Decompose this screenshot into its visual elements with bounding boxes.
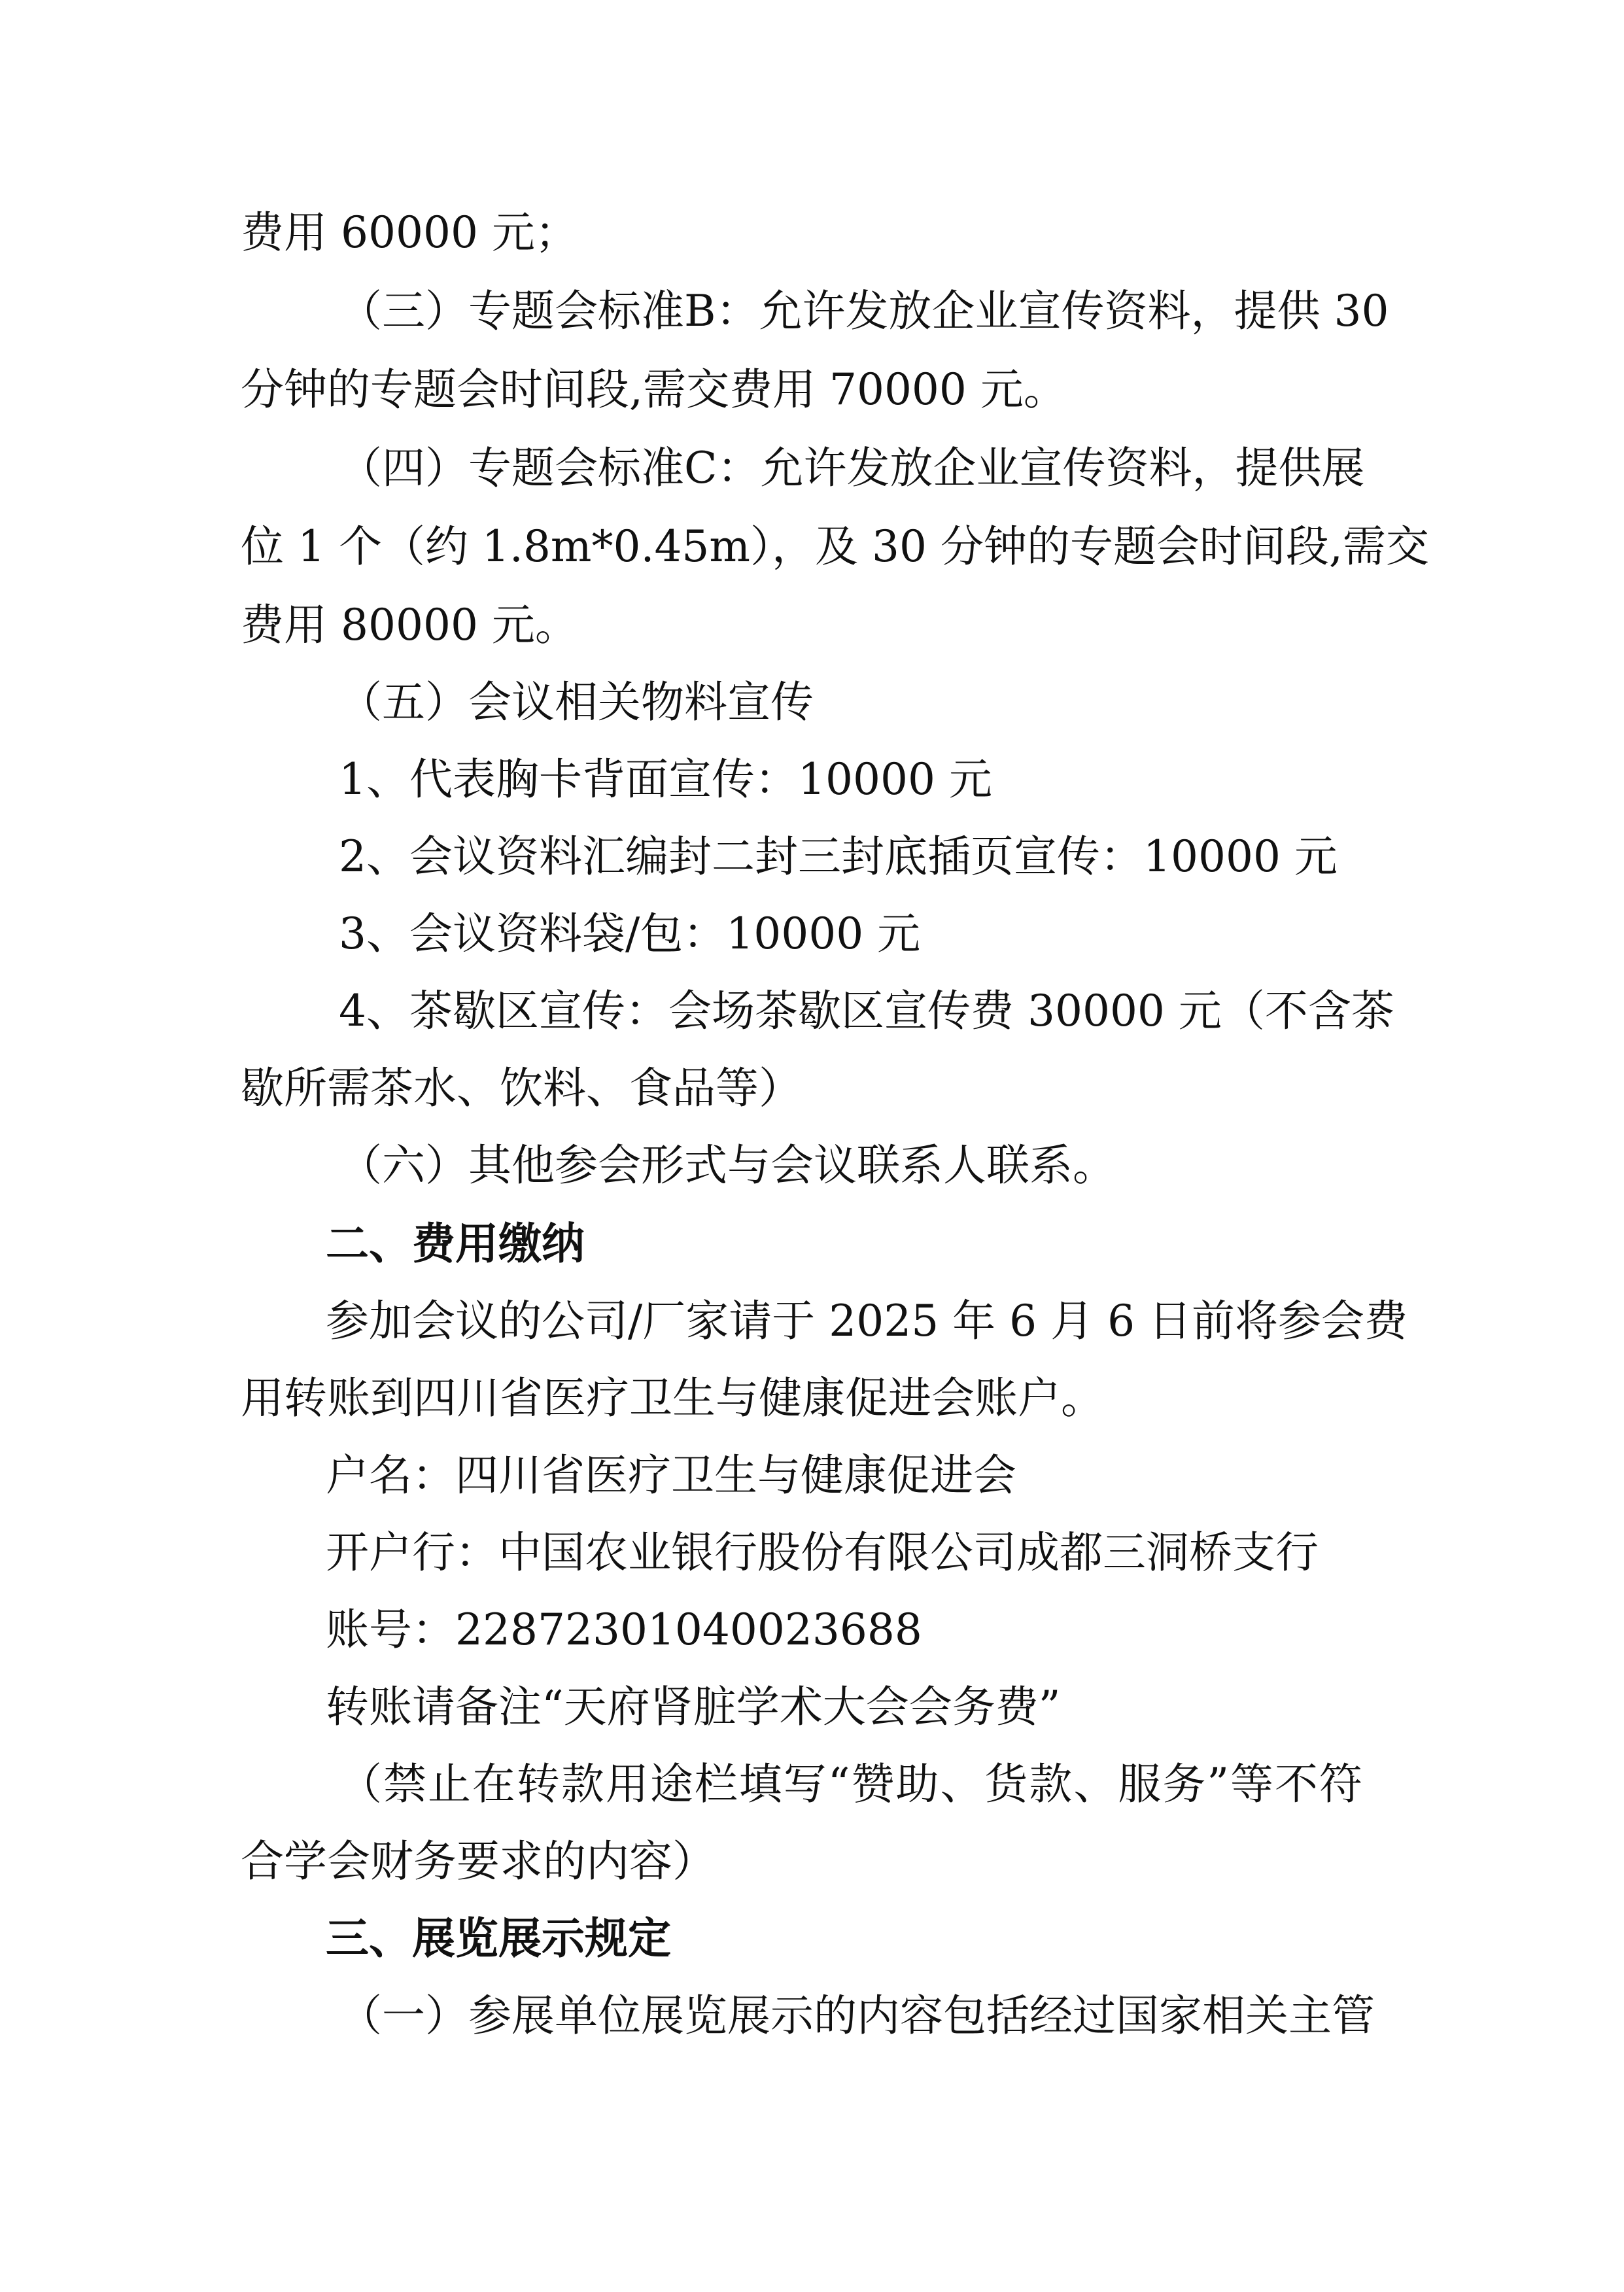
section-heading-exhibition: 三、展览展示规定 — [326, 1913, 671, 1964]
text-line-booklet-promo: 2、会议资料汇编封二封三封底插页宣传：10000 元 — [339, 831, 1338, 882]
text-line-fee-80000: 费用 80000 元。 — [241, 600, 578, 650]
text-line-payment-account: 用转账到四川省医疗卫生与健康促进会账户。 — [241, 1373, 1104, 1423]
text-line-tea-break-excl: 歇所需茶水、饮料、食品等） — [241, 1063, 802, 1113]
text-line-other-forms: （六）其他参会形式与会议联系人联系。 — [339, 1140, 1116, 1190]
text-line-tea-break-promo: 4、茶歇区宣传：会场茶歇区宣传费 30000 元（不含茶 — [339, 986, 1394, 1036]
text-line-booth-size: 位 1 个（约 1.8m*0.45m），及 30 分钟的专题会时间段,需交 — [241, 521, 1429, 572]
text-line-topic-standard-b: （三）专题会标准B：允许发放企业宣传资料，提供 30 — [339, 286, 1389, 336]
text-line-payment-deadline: 参加会议的公司/厂家请于 2025 年 6 月 6 日前将参会费 — [326, 1296, 1408, 1346]
text-line-topic-standard-c: （四）专题会标准C：允许发放企业宣传资料，提供展 — [339, 443, 1365, 493]
text-line-prohibited-note-end: 合学会财务要求的内容） — [241, 1836, 716, 1886]
text-line-account-number: 账号：22872301040023688 — [326, 1605, 922, 1655]
text-line-fee-70000: 分钟的专题会时间段,需交费用 70000 元。 — [241, 364, 1067, 415]
text-line-fee-60000: 费用 60000 元； — [241, 207, 578, 258]
text-line-materials-heading: （五）会议相关物料宣传 — [339, 677, 814, 727]
text-line-badge-promo: 1、代表胸卡背面宣传：10000 元 — [339, 754, 992, 805]
text-line-prohibited-note: （禁止在转款用途栏填写“赞助、货款、服务”等不符 — [339, 1759, 1362, 1809]
text-line-bank: 开户行：中国农业银行股份有限公司成都三洞桥支行 — [326, 1527, 1319, 1578]
text-line-transfer-note: 转账请备注“天府肾脏学术大会会务费” — [326, 1682, 1061, 1732]
text-line-exhibition-content: （一）参展单位展览展示的内容包括经过国家相关主管 — [339, 1990, 1375, 2041]
section-heading-payment: 二、费用缴纳 — [326, 1219, 585, 1269]
text-line-account-name: 户名：四川省医疗卫生与健康促进会 — [326, 1450, 1016, 1501]
text-line-bag-promo: 3、会议资料袋/包：10000 元 — [339, 909, 921, 959]
